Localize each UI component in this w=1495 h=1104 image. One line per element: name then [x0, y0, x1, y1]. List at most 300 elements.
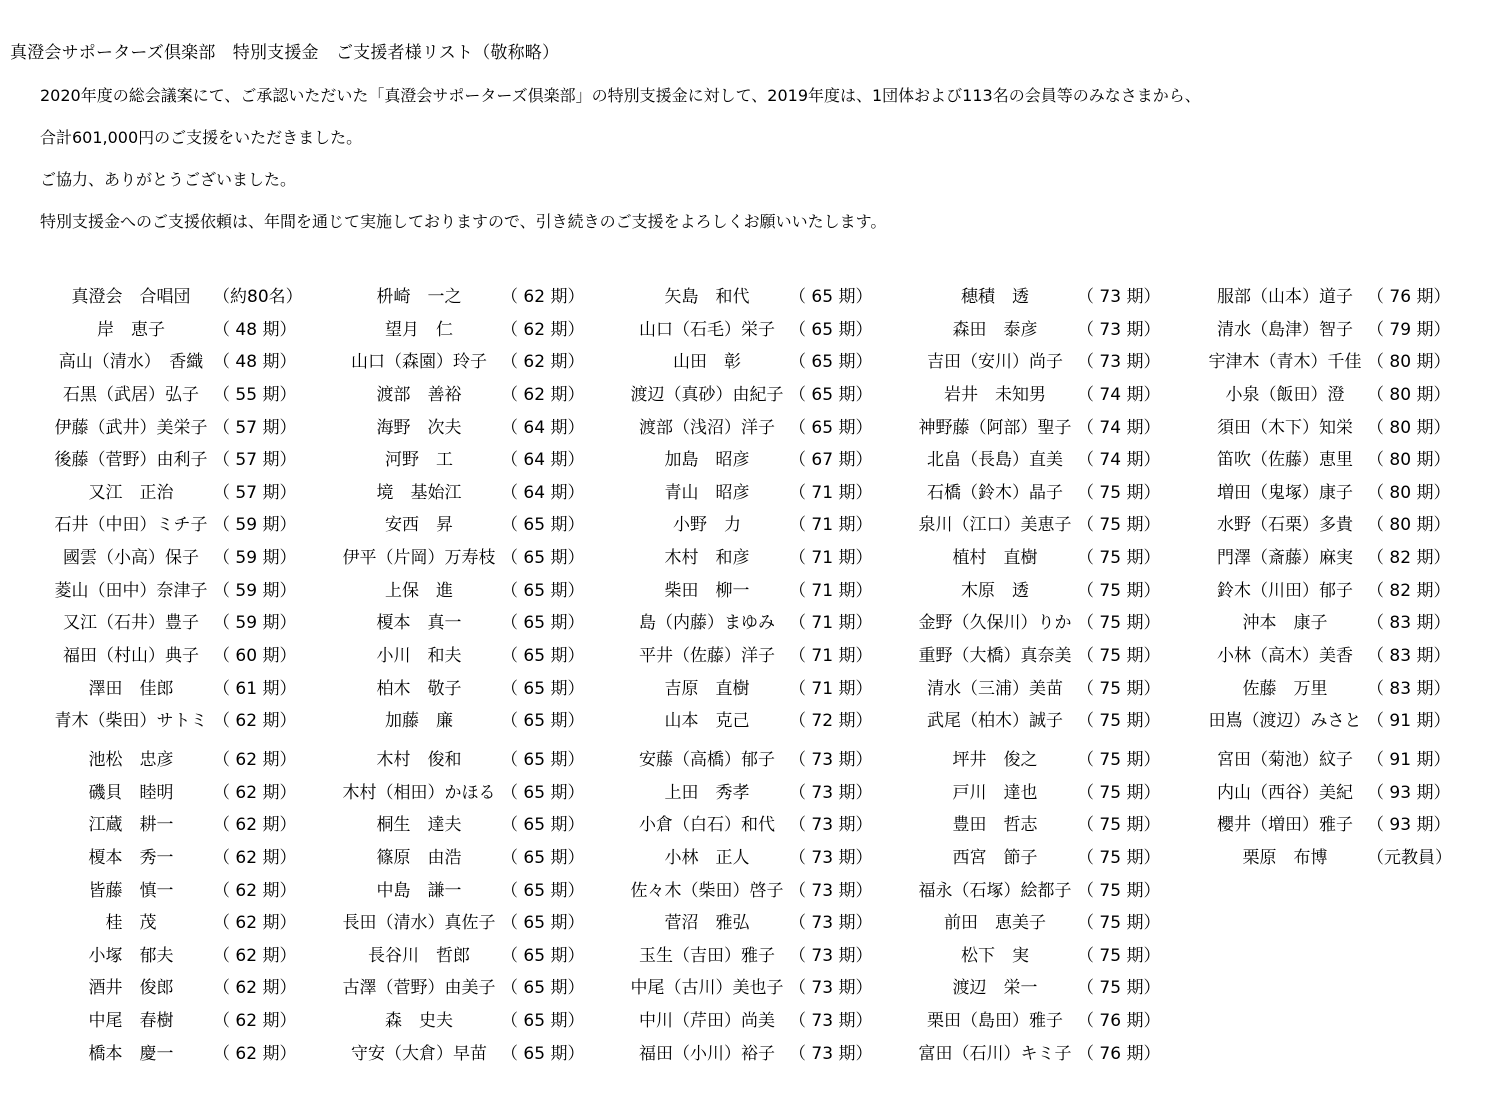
supporter-row — [1205, 542, 1495, 575]
supporter-row — [915, 640, 1205, 673]
supporter-name: 篠原 由浩 — [376, 847, 462, 868]
supporter-name: 安西 昇 — [385, 515, 453, 536]
supporter-period: （ 65 期） — [501, 711, 585, 732]
supporter-name: 石井（中田）ミチ子 — [54, 515, 208, 536]
supporter-row — [1205, 379, 1495, 412]
supporter-row — [1205, 346, 1495, 379]
supporter-row — [915, 907, 1205, 940]
supporter-row — [339, 940, 629, 973]
supporter-name: 真澄会 合唱団 — [71, 287, 191, 307]
supporter-period: （ 62 期） — [501, 384, 585, 405]
supporter-row — [627, 509, 917, 542]
supporter-period: （ 65 期） — [501, 548, 585, 569]
supporter-name: 平井（佐藤）洋子 — [639, 646, 775, 667]
supporter-period: （ 62 期） — [213, 815, 297, 836]
intro-line-4: 特別支援金へのご支援依頼は、年間を通じて実施しておりますので、引き続きのご支援をよろしくお願いいたします。 — [40, 212, 887, 231]
supporter-period: （ 75 期） — [1077, 613, 1161, 634]
supporter-name: 海野 次夫 — [376, 417, 462, 438]
supporter-period: （ 64 期） — [501, 482, 585, 503]
supporter-name: 山口（石毛）栄子 — [639, 319, 775, 340]
supporter-row — [339, 1038, 629, 1071]
supporter-period: （ 65 期） — [501, 678, 585, 699]
supporter-period: （ 65 期） — [501, 847, 585, 868]
supporter-row — [915, 477, 1205, 510]
supporter-name: 佐藤 万里 — [1242, 678, 1328, 699]
supporter-period: （ 62 期） — [213, 1011, 297, 1032]
supporter-period: （ 73 期） — [789, 1043, 873, 1064]
supporter-period: （ 65 期） — [789, 287, 873, 307]
supporter-period: （ 75 期） — [1077, 913, 1161, 934]
supporter-row — [627, 777, 917, 810]
supporter-period: （ 65 期） — [501, 646, 585, 667]
supporter-period: （ 62 期） — [213, 749, 297, 770]
supporter-name: 上田 秀孝 — [664, 782, 750, 803]
supporter-name: 古澤（菅野）由美子 — [342, 978, 496, 999]
supporter-period: （ 57 期） — [213, 450, 297, 471]
supporter-row — [339, 907, 629, 940]
supporter-row — [1205, 607, 1495, 640]
supporter-row — [915, 379, 1205, 412]
supporter-name: 山田 彰 — [673, 352, 741, 373]
supporter-row — [339, 777, 629, 810]
supporter-period: （ 62 期） — [213, 782, 297, 803]
supporter-period: （ 75 期） — [1077, 782, 1161, 803]
intro-line-1: 2020年度の総会議案にて、ご承認いただいた「真澄会サポーターズ倶楽部」の特別支援金に対して、2019年度は、1団体および113名の会員等のみなさまから、 — [40, 86, 1201, 105]
supporter-name: 榎本 秀一 — [88, 847, 174, 868]
supporter-row — [51, 842, 341, 875]
supporter-period: （ 62 期） — [213, 1043, 297, 1064]
supporter-period: （ 75 期） — [1077, 978, 1161, 999]
supporter-period: （ 64 期） — [501, 450, 585, 471]
supporter-row — [1205, 705, 1495, 738]
supporter-name: 植村 直樹 — [952, 548, 1038, 569]
supporter-period: （約80名） — [213, 287, 303, 307]
supporter-period: （ 80 期） — [1367, 417, 1451, 438]
supporter-period: （ 72 期） — [789, 711, 873, 732]
supporter-row — [915, 542, 1205, 575]
supporter-period: （ 57 期） — [213, 417, 297, 438]
supporter-row — [627, 940, 917, 973]
supporter-period: （ 73 期） — [789, 978, 873, 999]
supporter-name: 富田（石川）キミ子 — [918, 1043, 1072, 1064]
supporter-period: （ 48 期） — [213, 319, 297, 340]
supporter-name: 矢島 和代 — [664, 287, 750, 307]
supporter-row — [627, 412, 917, 445]
supporter-name: 増田（鬼塚）康子 — [1217, 482, 1353, 503]
supporter-row — [51, 940, 341, 973]
supporter-period: （ 79 期） — [1367, 319, 1451, 340]
supporter-period: （ 73 期） — [789, 880, 873, 901]
supporter-name: 栗原 布博 — [1242, 847, 1328, 868]
supporter-name: 中川（芹田）尚美 — [639, 1011, 775, 1032]
supporter-row — [339, 575, 629, 608]
supporter-row — [51, 1038, 341, 1071]
supporter-row — [339, 705, 629, 738]
supporter-row — [51, 777, 341, 810]
supporter-period: （ 71 期） — [789, 678, 873, 699]
supporter-row — [627, 281, 917, 314]
supporter-name: 小林 正人 — [664, 847, 750, 868]
supporter-period: （ 74 期） — [1077, 450, 1161, 471]
supporter-name: 小野 力 — [673, 515, 741, 536]
supporter-name: 澤田 佳郎 — [88, 678, 174, 699]
supporter-name: 又江 正治 — [88, 482, 174, 503]
supporter-period: （ 71 期） — [789, 548, 873, 569]
supporter-row — [51, 744, 341, 777]
supporter-name: 長田（清水）真佐子 — [342, 913, 496, 934]
supporter-row — [339, 607, 629, 640]
supporter-name: 橋本 慶一 — [88, 1043, 174, 1064]
supporter-name: 中尾 春樹 — [88, 1011, 174, 1032]
supporter-name: 北畠（長島）直美 — [927, 450, 1063, 471]
supporter-period: （ 62 期） — [213, 913, 297, 934]
supporter-name: 福田（小川）裕子 — [639, 1043, 775, 1064]
supporter-name: 木村 俊和 — [376, 749, 462, 770]
supporter-period: （ 76 期） — [1077, 1011, 1161, 1032]
supporter-name: 須田（木下）知栄 — [1217, 417, 1353, 438]
supporter-period: （ 80 期） — [1367, 352, 1451, 373]
supporter-row — [1205, 477, 1495, 510]
supporter-row — [339, 314, 629, 347]
document-title: 真澄会サポーターズ倶楽部 特別支援金 ご支援者様リスト（敬称略） — [10, 43, 560, 63]
supporter-period: （ 55 期） — [213, 384, 297, 405]
supporter-name: 坪井 俊之 — [952, 749, 1038, 770]
supporter-name: 又江（石井）豊子 — [63, 613, 199, 634]
supporter-period: （ 75 期） — [1077, 880, 1161, 901]
supporter-name: 田嶌（渡辺）みさと — [1208, 711, 1362, 732]
supporter-name: 栗田（島田）雅子 — [927, 1011, 1063, 1032]
supporter-name: 清水（三浦）美苗 — [927, 678, 1063, 699]
supporter-period: （ 65 期） — [789, 352, 873, 373]
supporter-period: （ 73 期） — [789, 913, 873, 934]
supporter-name: 池松 忠彦 — [88, 749, 174, 770]
supporter-row — [339, 412, 629, 445]
supporter-row — [51, 379, 341, 412]
supporter-period: （ 80 期） — [1367, 482, 1451, 503]
supporter-column-4 — [915, 281, 1205, 1070]
supporter-period: （ 59 期） — [213, 613, 297, 634]
supporter-row — [51, 875, 341, 908]
supporter-period: （ 62 期） — [501, 352, 585, 373]
supporter-column-2 — [339, 281, 629, 1070]
supporter-name: 服部（山本）道子 — [1217, 287, 1353, 307]
supporter-name: 門澤（斎藤）麻実 — [1217, 548, 1353, 569]
supporter-period: （ 71 期） — [789, 580, 873, 601]
supporter-row — [627, 1005, 917, 1038]
supporter-name: 伊平（片岡）万寿枝 — [342, 548, 496, 569]
supporter-name: 後藤（菅野）由利子 — [54, 450, 208, 471]
supporter-name: 渡部（浅沼）洋子 — [639, 417, 775, 438]
supporter-row — [1205, 777, 1495, 810]
supporter-row — [627, 314, 917, 347]
supporter-row — [627, 875, 917, 908]
supporter-period: （ 75 期） — [1077, 815, 1161, 836]
supporter-period: （ 73 期） — [1077, 319, 1161, 340]
supporter-name: 西宮 節子 — [952, 847, 1038, 868]
supporter-row — [51, 640, 341, 673]
supporter-name: 櫻井（増田）雅子 — [1217, 815, 1353, 836]
supporter-period: （ 65 期） — [501, 815, 585, 836]
supporter-row — [1205, 575, 1495, 608]
supporter-row — [1205, 842, 1495, 875]
supporter-row — [627, 575, 917, 608]
supporter-name: 伊藤（武井）美栄子 — [54, 417, 208, 438]
supporter-period: （ 75 期） — [1077, 646, 1161, 667]
supporter-period: （ 65 期） — [501, 782, 585, 803]
supporter-period: （ 65 期） — [501, 978, 585, 999]
supporter-row — [627, 972, 917, 1005]
supporter-row — [1205, 314, 1495, 347]
supporter-period: （ 62 期） — [213, 978, 297, 999]
supporter-name: 岸 恵子 — [97, 319, 165, 340]
supporter-period: （ 65 期） — [501, 1043, 585, 1064]
supporter-name: 國雲（小高）保子 — [63, 548, 199, 569]
supporter-period: （ 82 期） — [1367, 548, 1451, 569]
supporter-row — [627, 640, 917, 673]
supporter-name: 加島 昭彦 — [664, 450, 750, 471]
supporter-row — [339, 972, 629, 1005]
supporter-period: （ 65 期） — [501, 945, 585, 966]
supporter-row — [627, 842, 917, 875]
supporter-row — [51, 542, 341, 575]
supporter-period: （ 62 期） — [213, 945, 297, 966]
supporter-name: 柏木 敬子 — [376, 678, 462, 699]
supporter-name: 石橋（鈴木）晶子 — [927, 482, 1063, 503]
supporter-name: 上保 進 — [385, 580, 453, 601]
supporter-name: 前田 恵美子 — [944, 913, 1046, 934]
supporter-name: 木原 透 — [961, 580, 1029, 601]
supporter-period: （ 59 期） — [213, 548, 297, 569]
supporter-period: （ 82 期） — [1367, 580, 1451, 601]
supporter-row — [339, 346, 629, 379]
supporter-period: （ 75 期） — [1077, 749, 1161, 770]
supporter-period: （ 71 期） — [789, 482, 873, 503]
supporter-period: （ 91 期） — [1367, 749, 1451, 770]
supporter-row — [915, 777, 1205, 810]
supporter-row — [51, 477, 341, 510]
supporter-name: 金野（久保川）りか — [918, 613, 1072, 634]
supporter-name: 菱山（田中）奈津子 — [54, 580, 208, 601]
supporter-row — [915, 1038, 1205, 1071]
supporter-row — [915, 875, 1205, 908]
supporter-name: 枡崎 一之 — [376, 287, 462, 307]
supporter-row — [51, 281, 341, 314]
supporter-period: （ 60 期） — [213, 646, 297, 667]
supporter-row — [915, 575, 1205, 608]
supporter-period: （ 73 期） — [1077, 287, 1161, 307]
supporter-column-5 — [1205, 281, 1495, 875]
supporter-row — [339, 477, 629, 510]
supporter-row — [339, 1005, 629, 1038]
supporter-period: （ 71 期） — [789, 515, 873, 536]
supporter-row — [1205, 412, 1495, 445]
supporter-row — [51, 1005, 341, 1038]
supporter-row — [1205, 444, 1495, 477]
supporter-name: 菅沼 雅弘 — [664, 913, 750, 934]
supporter-row — [339, 444, 629, 477]
supporter-row — [915, 607, 1205, 640]
supporter-row — [51, 907, 341, 940]
supporter-period: （ 62 期） — [501, 287, 585, 307]
supporter-period: （ 65 期） — [501, 749, 585, 770]
supporter-period: （ 59 期） — [213, 580, 297, 601]
supporter-column-1 — [51, 281, 341, 1070]
supporter-name: 江蔵 耕一 — [88, 815, 174, 836]
supporter-name: 吉田（安川）尚子 — [927, 352, 1063, 373]
supporter-period: （ 65 期） — [501, 880, 585, 901]
supporter-period: （ 75 期） — [1077, 847, 1161, 868]
supporter-row — [1205, 509, 1495, 542]
supporter-name: 桂 茂 — [105, 913, 157, 934]
supporter-row — [627, 907, 917, 940]
supporter-name: 沖本 康子 — [1242, 613, 1328, 634]
supporter-row — [915, 281, 1205, 314]
supporter-name: 長谷川 哲郎 — [368, 945, 470, 966]
supporter-name: 森田 泰彦 — [952, 319, 1038, 340]
supporter-name: 佐々木（柴田）啓子 — [630, 880, 784, 901]
supporter-period: （ 67 期） — [789, 450, 873, 471]
supporter-period: （ 73 期） — [789, 749, 873, 770]
supporter-name: 中尾（古川）美也子 — [630, 978, 784, 999]
supporter-period: （ 57 期） — [213, 482, 297, 503]
supporter-name: 青山 昭彦 — [664, 482, 750, 503]
supporter-period: （ 80 期） — [1367, 384, 1451, 405]
supporter-period: （ 80 期） — [1367, 450, 1451, 471]
supporter-name: 松下 実 — [961, 945, 1029, 966]
supporter-row — [915, 314, 1205, 347]
supporter-period: （ 65 期） — [789, 417, 873, 438]
supporter-row — [51, 444, 341, 477]
intro-line-3: ご協力、ありがとうございました。 — [40, 170, 297, 189]
supporter-name: 泉川（江口）美恵子 — [918, 515, 1072, 536]
supporter-period: （ 64 期） — [501, 417, 585, 438]
supporter-name: 島（内藤）まゆみ — [639, 613, 775, 634]
supporter-period: （ 75 期） — [1077, 945, 1161, 966]
supporter-period: （ 76 期） — [1367, 287, 1451, 307]
supporter-row — [627, 477, 917, 510]
supporter-row — [627, 542, 917, 575]
supporter-name: 宮田（菊池）紋子 — [1217, 749, 1353, 770]
supporter-name: 水野（石栗）多貴 — [1217, 515, 1353, 536]
supporter-period: （ 83 期） — [1367, 646, 1451, 667]
supporter-name: 皆藤 慎一 — [88, 880, 174, 901]
supporter-period: （ 71 期） — [789, 646, 873, 667]
supporter-name: 安藤（高橋）郁子 — [639, 749, 775, 770]
supporter-name: 福永（石塚）絵都子 — [918, 880, 1072, 901]
supporter-row — [915, 444, 1205, 477]
supporter-name: 内山（西谷）美紀 — [1217, 782, 1353, 803]
supporter-period: （ 75 期） — [1077, 482, 1161, 503]
supporter-row — [339, 673, 629, 706]
supporter-row — [627, 673, 917, 706]
supporter-period: （ 73 期） — [789, 847, 873, 868]
supporter-name: 木村（相田）かほる — [342, 782, 496, 803]
supporter-period: （ 62 期） — [213, 711, 297, 732]
supporter-row — [339, 509, 629, 542]
supporter-name: 渡辺 栄一 — [952, 978, 1038, 999]
supporter-period: （ 59 期） — [213, 515, 297, 536]
supporter-row — [627, 346, 917, 379]
supporter-row — [51, 607, 341, 640]
supporter-period: （ 74 期） — [1077, 384, 1161, 405]
supporter-period: （ 65 期） — [501, 515, 585, 536]
supporter-row — [627, 809, 917, 842]
supporter-name: 穂積 透 — [961, 287, 1029, 307]
supporter-name: 高山（清水） 香織 — [58, 352, 204, 373]
supporter-name: 鈴木（川田）郁子 — [1217, 580, 1353, 601]
supporter-row — [51, 809, 341, 842]
supporter-period: （ 65 期） — [789, 384, 873, 405]
supporter-row — [915, 705, 1205, 738]
supporter-name: 磯貝 睦明 — [88, 782, 174, 803]
supporter-name: 渡辺（真砂）由紀子 — [630, 384, 784, 405]
supporter-period: （ 75 期） — [1077, 515, 1161, 536]
supporter-name: 山口（森園）玲子 — [351, 352, 487, 373]
supporter-period: （ 65 期） — [501, 580, 585, 601]
supporter-period: （ 65 期） — [501, 913, 585, 934]
supporter-name: 武尾（柏木）誠子 — [927, 711, 1063, 732]
supporter-row — [339, 379, 629, 412]
supporter-name: 豊田 哲志 — [952, 815, 1038, 836]
supporter-name: 青木（柴田）サトミ — [54, 711, 208, 732]
supporter-period: （ 65 期） — [789, 319, 873, 340]
supporter-name: 戸川 達也 — [952, 782, 1038, 803]
supporter-name: 小川 和夫 — [376, 646, 462, 667]
supporter-row — [51, 972, 341, 1005]
supporter-period: （ 73 期） — [1077, 352, 1161, 373]
supporter-row — [627, 607, 917, 640]
supporter-row — [915, 940, 1205, 973]
supporter-period: （ 83 期） — [1367, 678, 1451, 699]
supporter-row — [627, 744, 917, 777]
supporter-row — [339, 744, 629, 777]
supporter-period: （ 91 期） — [1367, 711, 1451, 732]
supporter-row — [627, 705, 917, 738]
supporter-name: 石黒（武居）弘子 — [63, 384, 199, 405]
supporter-name: 守安（大倉）早苗 — [351, 1043, 487, 1064]
supporter-row — [51, 412, 341, 445]
supporter-period: （ 75 期） — [1077, 548, 1161, 569]
supporter-row — [51, 346, 341, 379]
supporter-name: 望月 仁 — [385, 319, 453, 340]
supporter-name: 重野（大橋）真奈美 — [918, 646, 1072, 667]
supporter-period: （ 62 期） — [213, 880, 297, 901]
supporter-period: （ 65 期） — [501, 1011, 585, 1032]
supporter-row — [915, 809, 1205, 842]
supporter-period: （ 73 期） — [789, 1011, 873, 1032]
supporter-name: 小倉（白石）和代 — [639, 815, 775, 836]
supporter-row — [915, 1005, 1205, 1038]
supporter-name: 森 史夫 — [385, 1011, 453, 1032]
supporter-period: （ 93 期） — [1367, 782, 1451, 803]
supporter-name: 桐生 達夫 — [376, 815, 462, 836]
supporter-row — [915, 673, 1205, 706]
supporter-name: 福田（村山）典子 — [63, 646, 199, 667]
supporter-period: （ 73 期） — [789, 815, 873, 836]
intro-line-2: 合計601,000円のご支援をいただきました。 — [40, 128, 363, 147]
supporter-period: （ 75 期） — [1077, 580, 1161, 601]
supporter-name: 岩井 未知男 — [944, 384, 1046, 405]
supporter-name: 清水（島津）智子 — [1217, 319, 1353, 340]
supporter-row — [915, 346, 1205, 379]
supporter-period: （ 62 期） — [213, 847, 297, 868]
supporter-name: 渡部 善裕 — [376, 384, 462, 405]
supporter-row — [339, 875, 629, 908]
supporter-name: 榎本 真一 — [376, 613, 462, 634]
supporter-row — [51, 509, 341, 542]
supporter-row — [627, 444, 917, 477]
supporter-row — [1205, 809, 1495, 842]
